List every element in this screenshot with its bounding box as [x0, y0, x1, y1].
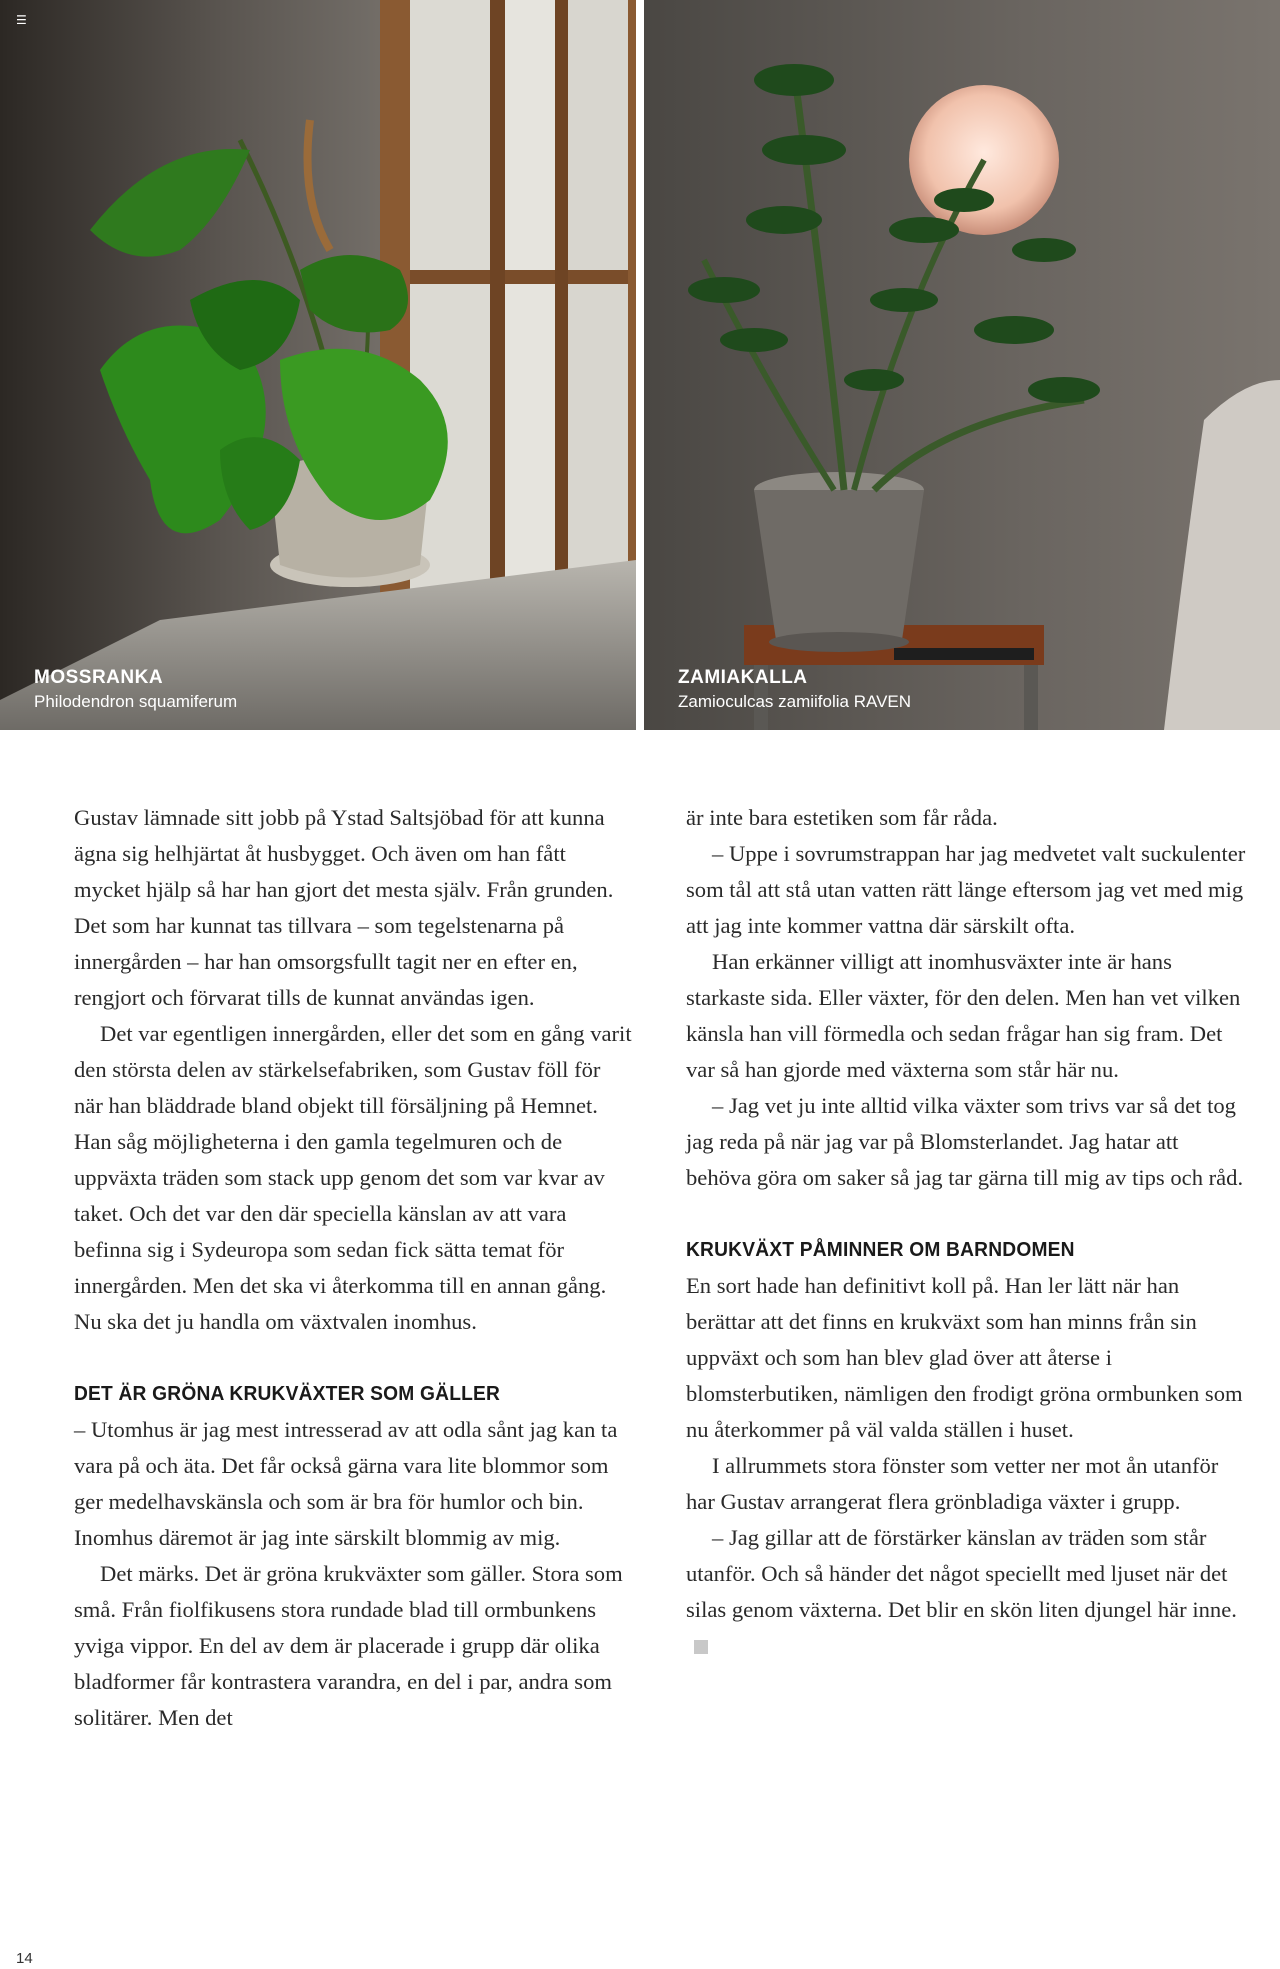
photo-caption: [678, 665, 911, 713]
paragraph: Det var egentligen innergården, eller det som en gång varit den största delen av stärkelsefabriken, som Gustav föll för när han bläddrade bland objekt till försäljning på Hemnet. Han såg möjligheterna i den gamla tegelmuren och de uppväxta träden som stack upp genom det som var kvar av taket. Och det var den där speciella känslan av att vara befinna sig i Sydeuropa som sedan fick sätta temat för innergården. Men det ska vi återkomma till en annan gång. Nu ska det ju handla om växtvalen inomhus.: [74, 1021, 632, 1334]
article-column-left: [74, 800, 634, 1736]
end-mark-icon: [694, 1640, 708, 1654]
page-number: 14: [16, 1950, 33, 1967]
paragraph: – Jag vet ju inte alltid vilka växter som trivs var så det tog jag reda på när jag var på Blomsterlandet. Jag hatar att behöva göra om saker så jag tar gärna till mig av tips och råd.: [686, 1093, 1244, 1190]
paragraph: Det märks. Det är gröna krukväxter som gäller. Stora som små. Från fiolfikusens stora rundade blad till ormbunkens yviga vippor. En del av dem är placerade i grupp där olika bladformer får kontrastera varandra, en del i par, andra som solitärer. Men det: [74, 1561, 623, 1730]
caption-subtitle: Zamioculcas zamiifolia RAVEN: [678, 692, 912, 711]
paragraph: Gustav lämnade sitt jobb på Ystad Saltsjöbad för att kunna ägna sig helhjärtat åt husbygget. Och även om han fått mycket hjälp så har han gjort det mesta själv. Från grunden. Det som har kunnat tas tillvara – som tegelstenarna på innergården – har han omsorgsfullt tagit ner en efter en, rengjort och förvarat tills de kunnat användas igen.: [74, 805, 614, 1010]
caption-subtitle: Philodendron squamiferum: [34, 692, 238, 711]
article-column-right: [686, 800, 1246, 1664]
paragraph: [686, 1520, 1246, 1664]
photo-caption: [34, 665, 237, 713]
photo-mossranka: [0, 0, 636, 730]
paragraph: En sort hade han definitivt koll på. Han ler lätt när han berättar att det finns en krukväxt som han minns från sin uppväxt och som han blev glad över att återse i blomsterbutiken, nämligen den frodigt gröna ormbunken som nu återkommer på väl valda ställen i huset.: [686, 1273, 1243, 1442]
paragraph: – Uppe i sovrumstrappan har jag medvetet valt suckulenter som tål att stå utan vatten rätt länge eftersom jag vet med mig att jag inte kommer vattna där särskilt ofta.: [686, 841, 1246, 938]
menu-icon[interactable]: ☰: [16, 13, 27, 27]
caption-title: ZAMIAKALLA: [678, 667, 808, 688]
paragraph: Han erkänner villigt att inomhusväxter inte är hans starkaste sida. Eller växter, för den delen. Men han vet vilken känsla han vill förmedla och sedan frågar han sig fram. Det var så han gjorde med växterna som står här nu.: [686, 949, 1241, 1082]
section-heading: DET ÄR GRÖNA KRUKVÄXTER SOM GÄLLER: [74, 1383, 501, 1405]
paragraph: är inte bara estetiken som får råda.: [686, 805, 998, 830]
caption-title: MOSSRANKA: [34, 667, 164, 688]
paragraph-text: – Jag gillar att de förstärker känslan av träden som står utanför. Och så händer det något speciellt med ljuset när det silas genom växterna. Det blir en skön liten djungel här inne.: [686, 1525, 1237, 1622]
paragraph: – Utomhus är jag mest intresserad av att odla sånt jag kan ta vara på och äta. Det får också gärna vara lite blommor som ger medelhavskänsla och som är bra för humlor och bin. Inomhus däremot är jag inte särskilt blommig av mig.: [74, 1417, 618, 1550]
section-heading: KRUKVÄXT PÅMINNER OM BARNDOMEN: [686, 1239, 1075, 1261]
plant-photo-illustration: [644, 0, 1280, 730]
paragraph: I allrummets stora fönster som vetter ner mot ån utanför har Gustav arrangerat flera grönbladiga växter i grupp.: [686, 1453, 1219, 1514]
photo-zamiakalla: [644, 0, 1280, 730]
plant-photo-illustration: [0, 0, 636, 730]
